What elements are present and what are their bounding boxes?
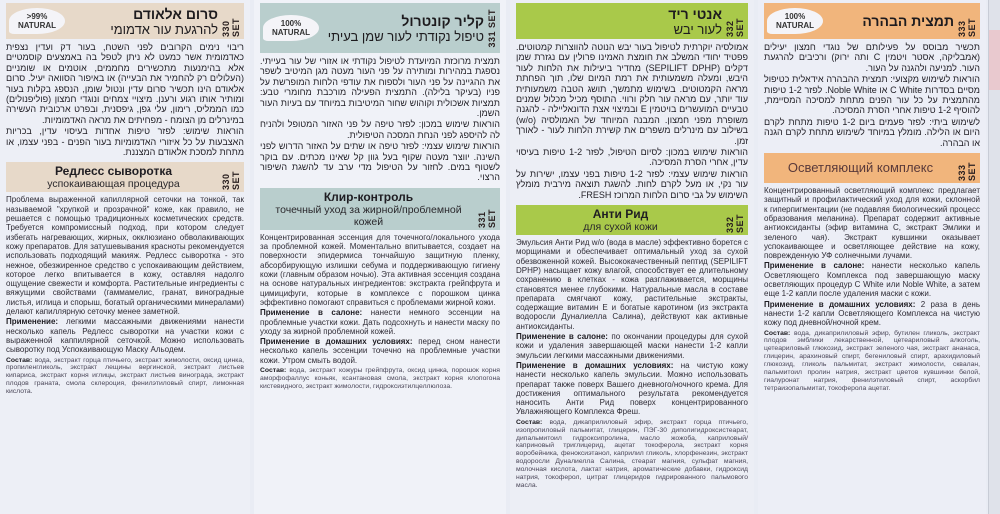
set-code-label: 332 SET <box>725 17 745 37</box>
hebrew-paragraph: הוראות שימוש במכון: לפזר טיפה על פני האזור המטופל ולהניח לה להיספג לפני הנחת המסכה הטיפולית. <box>260 119 500 140</box>
russian-product-subtitle: точечный уход за жирной/проблемной кожей <box>275 203 462 228</box>
hebrew-title-group <box>519 6 722 37</box>
russian-description <box>260 233 500 392</box>
usage-label: Применение в салоне: <box>260 308 363 318</box>
product-panel <box>0 0 250 514</box>
usage-label: Применение в салоне: <box>764 261 865 271</box>
russian-header-band <box>764 153 980 183</box>
hebrew-paragraph: תכשיר מבוסס על פעילותם של נוגדי חמצון יעילים (אמבליקה, אסטר ויטמין C ותה ירוק) ורכיבים להרגעת העור. למניעה ולהגנה על העור. <box>764 42 980 73</box>
russian-header-band <box>260 188 500 230</box>
usage-label: Применение в домашних условиях: <box>260 337 413 347</box>
hebrew-paragraph: הוראות שימוש במכון: לסיום הטיפול, לפזר 1-2 טיפות בעיסוי עדין, אחרי הסרת המסיכה. <box>516 147 748 168</box>
hebrew-paragraph: תמצית מרוכזת המיועדת לטיפול נקודתי או אזורי של עור בעייתי. נספגת במהירות ומותירה על פני העור מעטה מגן המיטיב לשפר את ההגיינה על פני העור ולספוח את עודפי הלחות המופרשת על פניו (בעיקר בלילה). התמצית הפעילה מורכבת מחומרי טבע: תמציות אשכולית וקוהוש שחור המיטיבות במיוחד עם בעיות העור השמן. <box>260 56 500 119</box>
set-code-label: 333 SET <box>957 162 977 182</box>
product-panel <box>254 0 506 514</box>
russian-description <box>6 195 244 397</box>
russian-title-group <box>519 207 722 233</box>
hebrew-description <box>6 42 244 158</box>
usage-text: нанести немного эссенции на проблемные участки кожи. Дать подсохнуть и нанести маску по уходу за жирной проблемной кожей. <box>260 308 500 336</box>
composition <box>764 330 980 393</box>
russian-intro: Концентрированный осветляющий комплекс предлагает защитный и профилактический уход для кожи, склонной к гиперпигментации (не подавляя биологический процесс образования меланина). Препарат содержит активные антиоксиданты (эфир витамина С, экстракт Эмлики и зеленого чая). Экстракт кувшинки оказывает успокаивающее и осветляющее действие на кожу, поврежденную УФ солнечными лучами. <box>764 186 980 261</box>
usage-label: Применение в домашних условиях: <box>764 299 916 309</box>
adjacent-page-stripe <box>989 30 1000 90</box>
usage-instructions <box>516 361 748 417</box>
hebrew-header-band <box>516 3 748 39</box>
usage-instructions <box>260 337 500 365</box>
russian-title-group <box>767 161 954 175</box>
russian-intro: Проблема выраженной капиллярной сеточки на тонкой, так называемой "хрупкой и прозрачной" коже, как правило, не решается с помощью традиционных косметических средств. Требуется компромиссный подход, при котором следует избегать нагревающих, жирных, окклюзиано обволакивающих кожу препаратов. Для затушевывания красноты рекомендуется использовать подходящий макияж. Редлесс сыворотка - это нежное, обезжиренное средство с успокаивающим действием, которое легко впитывается в кожу, оставляя надолго ощущение свежести и комфорта. Растительные ингредиенты с вяжущими свойствами (гаммамелис, гранат, виноградные листья, иглица и спорыш, богатый органическими минералами) делают капиллярную сеточку менее заметной. <box>6 195 244 317</box>
usage-instructions <box>260 308 500 336</box>
natural-leaf-badge: 100% NATURAL <box>767 8 823 34</box>
product-panel <box>510 0 754 514</box>
hebrew-header-band <box>6 3 244 39</box>
composition-text: вода, экстракт кожуры грейпфрута, оксид цинка, порошок корня аморфофаллус коньяк, ксантановая смола, экстракт корня клопогона кистевидного, экстракт жимолости, гидроксиэтилцеллюлоза. <box>260 367 500 390</box>
composition <box>516 419 748 490</box>
hebrew-product-subtitle: לעור יבש <box>673 21 722 37</box>
hebrew-title-group <box>827 13 954 29</box>
hebrew-header-band <box>260 3 500 53</box>
russian-header-band <box>6 162 244 192</box>
russian-product-subtitle: успокаивающая процедура <box>47 178 180 191</box>
usage-instructions <box>764 300 980 328</box>
composition-label: Состав: <box>6 356 33 364</box>
set-code-label: 331 SET <box>477 208 497 228</box>
hebrew-paragraph: הוראות שימוש עצמי: לפזר 1-2 טיפות בפני עצמו, ישירות על עור נקי, או מעל לקרם לחות. להשגת תוצאה מירבית מומלץ השימוש על גבי סרום הלחות המרוכז FRESH. <box>516 168 748 200</box>
usage-text: легкими массажными движениями нанести несколько капель Редлесс сыворотки на участки кожи с выраженной каппилярной сеточкой. Можно использовать сыворотку под Успокаивающую Маску Альодем. <box>6 317 244 355</box>
usage-instructions <box>764 261 980 298</box>
composition-text: вода, дикаприлиловый эфир, экстракт горца птичьего, изопропиловый пальмитат, глицерин, ПЭГ-30 диполигидроксистеарат, дипальмитоил гидроксипролина, масло жожоба, каприловый/каприновый триглицерид, ацетат токоферола, экстракт корня воробейника, феноксиэтанол, каприлил гликоль, хлорфенезин, экстракт водоросли Дуналиелла Салина, стеарат магния, сульфат магния, молочная кислота, лактат натрия, ароматические добавки, гидроксид натрия, токоферол, цитрат глицеридов гидрированного пальмового масла. <box>516 418 748 489</box>
set-code-label: 332 SET <box>725 214 745 234</box>
set-code-label: 333 SET <box>957 17 977 37</box>
adjacent-page-edge <box>988 0 1000 514</box>
russian-product-title: Осветляющий комплекс <box>787 160 934 176</box>
russian-header-band <box>516 205 748 235</box>
hebrew-description <box>260 56 500 184</box>
hebrew-product-subtitle: להרגעת עור אדמומי <box>110 21 218 37</box>
hebrew-paragraph: הוראות לשימוש מקצועי: תמצית ההבהרה אידאלית כטיפול מסיים בסדרות C White או Noble White. לפזר 1-2 טיפות מהתמצית על כל עור הפנים מתחת למסיכה המסיימת, להוסיף 1-2 טיפות אחרי הסרת המסיכה. <box>764 74 980 116</box>
usage-text: нанести несколько капель Осветляющего Комплекса под завершающую маску осветляющих процедур C White или Noble White, а затем еще 1-2 капли после удаления маски с кожи. <box>764 261 980 299</box>
hebrew-title-group <box>69 6 218 37</box>
composition-label: Состав: <box>260 367 287 375</box>
russian-product-subtitle: для сухой кожи <box>583 221 658 234</box>
russian-description <box>764 186 980 394</box>
usage-text: 2 раза в день нанести 1-2 капли Осветляющего Комплекса на чистую кожу под дневной/ночной крем. <box>764 299 980 328</box>
hebrew-product-title: אנטי ריד <box>668 5 722 22</box>
russian-product-title: Клир-контроль <box>323 189 414 204</box>
usage-text: по окончании процедуры для сухой кожи и удаления завершающей маски нанести 1-2 капли эмульсии легкими массажными движениями. <box>516 332 748 360</box>
composition <box>260 367 500 391</box>
russian-intro: Концентрированная эссенция для точечного/локального ухода за проблемной кожей. Моментально впитывается, создает на поверхности эпидермиса тончайшую защитную пленку, абсорбирующую излишки себума и поддерживающую гигиену кожи (главным образом ночью). Эта активная эссенция создана на основе натуральных ингредиентов: экстракта грейпфрута и цимицифуги, которые в комплексе с порошком цинка эффективно помогают справиться с проблемами жирной кожи. <box>260 232 500 307</box>
usage-label: Применение в салоне: <box>516 332 608 342</box>
usage-label: Применение: <box>6 317 59 327</box>
composition <box>6 357 244 397</box>
usage-instructions <box>516 332 748 360</box>
hebrew-header-band <box>764 3 980 39</box>
usage-text: перед сном нанести несколько капель эссенции точечно на проблемные участки кожи. Утром смыть водой. <box>260 337 500 365</box>
hebrew-paragraph: הוראות שימוש עצמי: לפזר טיפה או שתים על האזור הדרוש לפני השינה. יווצר מעטה שקוף בעל גוון קל שאינו מכתים. עם בוקר לשטוף במים. לחזור על הטיפול מדי ערב עד להשגת השיפור הרצוי. <box>260 141 500 183</box>
hebrew-product-subtitle: טיפול נקודתי לעור שמן בעיתי <box>327 28 484 44</box>
set-code-label: 330 SET <box>221 171 241 191</box>
hebrew-product-title: תמצית הבהרה <box>862 13 954 29</box>
usage-instructions <box>6 317 244 354</box>
hebrew-product-title: סרום אלאודם <box>133 5 218 22</box>
russian-title-group <box>9 164 218 190</box>
usage-text: на чистую кожу нанести несколько капель эмульсии. Можно использовать препарат также поверх Вашего дневного/ночного крема. Для достижения оптимального результата рекомендуется наносить Анти Рид поверх концентрированного Увлажняющего Комплекса Фреш. <box>516 360 748 417</box>
hebrew-description <box>764 42 980 149</box>
composition-text: вода, дикаприлиловый эфир, бутилен гликоль, экстракт плодов эмблики лекарственной, цетеариловый алкоголь, цетеариловый глюкозид, экстракт зеленого чая, экстракт ананаса, глицерин, арахиновый спирт, бегениловый спирт, арахидиловый глюкозид, гликоль пальмитат, экстракт жимолости, сквалан, пальмитоил пролин натрия, экстракт цветов кувшинки белой, гиалуронат натрия, фенилэтиловый спирт, аскорбил тетраизопальмитат, токоферола ацетат. <box>764 329 980 392</box>
product-panel <box>758 0 986 514</box>
hebrew-paragraph: אמולסיה יוקרתית לטיפול בעור יבש הנוטה להווצרות קמטוטים. פפטיד יחודי המשלב את חומצת האמינו פרולין עם נגזרת שמן דקלים (SEPILIFT DPHP) מחדיר ביעילות את הלחות לעור היבש, ומעלה משמעותית את רמת המיום שלו, תוך הפחתת מראה הקמטוטים. בשימוש מתמשך, תושג הטבה משמעותית עוד יותר, עם מראה עור חלק ורווי. התוסף מכיל מכלול שמנים טבעיים המועשרים בויטמין E ובמיצוי אצת הדונאליילה - להגנה משופרת מפני חמצון. המבנה המיוחד של האמולסיה (w/o) בשילוב עם מינרלים משפרים את קשירת הלחות לעור - לאורך זמן. <box>516 42 748 146</box>
set-code-label: 331 SET <box>487 8 497 48</box>
hebrew-product-title: קליר קונטרול <box>401 12 484 29</box>
russian-title-group <box>263 190 474 228</box>
hebrew-paragraph: לשימוש ביתי: לפזר פעמים ביום 1-2 טיפות מתחת לקרם היום או הלילה. מומלץ במיוחד לשימוש מתחת לקרם הגנה או הבהרה. <box>764 116 980 148</box>
hebrew-paragraph: הוראות שימוש: לפזר טיפות אחדות בעיסוי עדין, בכריות האצבעות על כל איזורי האדמומיות בעור הפנים - בפני עצמו, או מתחת למסכת אלאודם המצננת. <box>6 126 244 158</box>
russian-product-title: Редлесс сыворотка <box>54 164 173 179</box>
natural-leaf-badge: >99% NATURAL <box>9 8 65 34</box>
russian-description <box>516 238 748 491</box>
composition-label: Состав: <box>764 329 791 337</box>
hebrew-title-group <box>323 13 484 44</box>
hebrew-description <box>516 42 748 201</box>
usage-label: Применение в домашних условиях: <box>516 360 674 370</box>
set-code-label: 330 SET <box>221 17 241 37</box>
russian-product-title: Анти Рид <box>592 207 649 222</box>
composition-label: Состав: <box>516 418 543 426</box>
russian-intro: Эмульсия Анти Рид w/o (вода в масле) эффективно борется с морщинами и обеспечивает оптимальный уход за сухой обезвоженной кожей. Высококачественный пептид (SEPILIFT DPHP) насыщает кожу влагой, способствует ее длительному сохранению в клетках - кожа разглаживается, морщины становятся менее глубокими. Натуральные масла в составе препарата смягчают кожу, растительные экстракты, содержащие витамин Е и богатые каротином (из экстракта водоросли Дуналиелла Салина), действуют как активные антиоксиданты. <box>516 238 748 331</box>
hebrew-paragraph: ריבוי נימים הקרובים לפני השטח, בעור דק ועדין נצפית כאדמומית אשר כמעט לא ניתן לטפל בה באמצעים קוסמטיים אלא בהימנעות מתכשירים מחממים, אוטמים או שומניים (העלולים רק להחמיר את הבעייה) או באיפור הסוואה יעיל. סרום אלאודם הינו תכשיר סרום עדין ונטול שומן, הנספג בקלות בעור ומותיר אותו רגוע ורענן. מיצויי צמחים ונוגדי חמצון (פוליפנולים) כמו הממליס, רימון, עלי גפן, גיפסנית, ובפרט ארכובית העשירה במינרלים מן הצומח - מפחיתים את מראה האדמומיות. <box>6 42 244 125</box>
natural-leaf-badge: 100% NATURAL <box>263 15 319 41</box>
composition-text: вода, экстракт горца птичьего, экстракт жимолости, оксид цинка, пропиленгликоль, экстракт лещины вергинской, экстракт листьев кипариса, экстракт корня иглицы, экстракт листьев винограда, экстракт плодов граната, смола склероция, фенилэтиловый спирт, лимонная кислота. <box>6 356 244 396</box>
